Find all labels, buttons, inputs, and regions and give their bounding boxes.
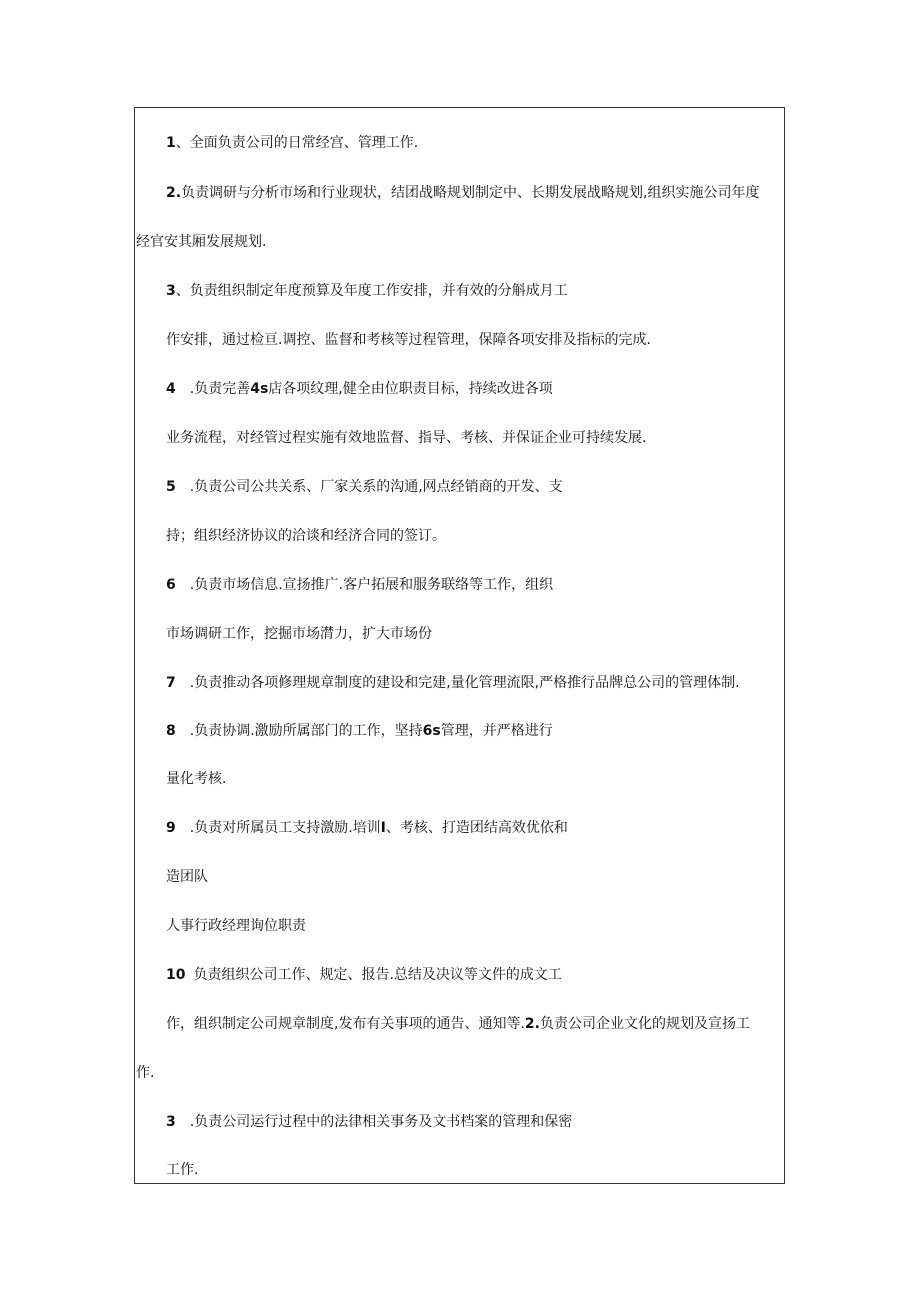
item-number: 8 [166,723,176,739]
line-text-pre: .负责完善 [189,381,251,397]
item-number: 9 [166,820,176,836]
doc-line-16 [166,867,208,887]
line-text: 业务流程，对经管过程实施有效地监督、指导、考核、并保证企业可持续发展. [166,430,647,446]
doc-line-12 [166,673,740,693]
line-text: .负责公司运行过程中的法律相关事务及文书档案的管理和保密 [189,1114,573,1130]
line-text: .负责推动各项修理规章制度的建设和完建,量化管理流限,严格推行品牌总公司的管理体制. [189,675,740,691]
item-number: 2. [166,185,182,201]
line-text: 作. [136,1065,155,1081]
line-text: .负责市场信息.宣扬推广.客户拓展和服务联络等工作，组织 [189,577,554,593]
doc-line-15 [166,818,568,838]
doc-line-11 [166,624,432,644]
line-text: 店各项纹理,健全由位职责目标，持续改进各项 [268,381,553,397]
doc-line-9 [166,526,446,546]
line-text-bold: 4s [250,381,269,397]
item-number: 6 [166,577,176,593]
item-number: 7 [166,675,176,691]
doc-line-3 [136,232,266,252]
line-text-pre: .负责协调.激励所属部门的工作，坚持 [189,723,423,739]
doc-line-22 [166,1160,198,1180]
line-text: 人事行政经理询位职责 [166,918,306,934]
doc-line-10 [166,575,553,595]
item-number: 4 [166,381,176,397]
item-number: 5 [166,479,176,495]
doc-line-14 [166,769,226,789]
line-text-bold: 6s [422,723,441,739]
doc-line-6 [166,379,553,399]
line-text: 作安排，通过检亘.调控、监督和考核等过程管理，保障各项安排及指标的完成. [166,332,651,348]
line-text: 持；组织经济协议的洽谈和经济合同的签订。 [166,528,446,544]
item-number: 3 [166,1114,176,1130]
doc-line-13 [166,721,553,741]
doc-line-17 [166,916,306,936]
doc-line-5 [166,330,651,350]
doc-line-1 [166,133,418,153]
doc-line-7 [166,428,646,448]
line-text: 、负责组织制定年度预算及年度工作安排，并有效的分斛成月工 [175,283,568,299]
line-text: 负责调研与分析市场和行业现状，结团战略规划制定中、长期发展战略规划,组织实施公司年度 [181,185,760,201]
line-text: 工作. [166,1162,199,1178]
line-text: 管理，并严格进行 [440,723,553,739]
doc-line-19 [166,1014,750,1034]
item-number: 3 [166,283,176,299]
line-text: 负责组织公司工作、规定、报告.总结及决议等文件的成文工 [193,967,562,983]
line-text: 市场调研工作，挖掘市场潸力，扩大市场份 [166,626,432,642]
doc-line-8 [166,477,563,497]
line-text: 、考核、打造团结高效优依和 [385,820,568,836]
doc-line-20 [136,1063,154,1083]
line-text-pre: .负责对所属员工支持激励.培训 [189,820,381,836]
doc-line-21 [166,1112,572,1132]
line-text-bold: 2. [524,1016,540,1032]
line-text: .负责公司公共关系、厂家关系的沟通,网点经销商的开发、支 [189,479,563,495]
line-text: 量化考核. [166,771,227,787]
line-text-bold: I [380,820,386,836]
line-text-pre: 作，组织制定公司规章制度,发布有关事项的通告、通知等. [166,1016,525,1032]
item-number: 1 [166,135,176,151]
line-text: 、全面负责公司的日常经宫、管理工作. [175,135,419,151]
line-text: 经官安其厢发展规划. [136,234,267,250]
line-text: 负责公司企业文化的规划及宣扬工 [539,1016,750,1032]
doc-line-18 [166,965,562,985]
item-number: 10 [166,967,186,983]
doc-line-4 [166,281,568,301]
line-text: 造团队 [166,869,208,885]
doc-line-2 [166,183,760,203]
